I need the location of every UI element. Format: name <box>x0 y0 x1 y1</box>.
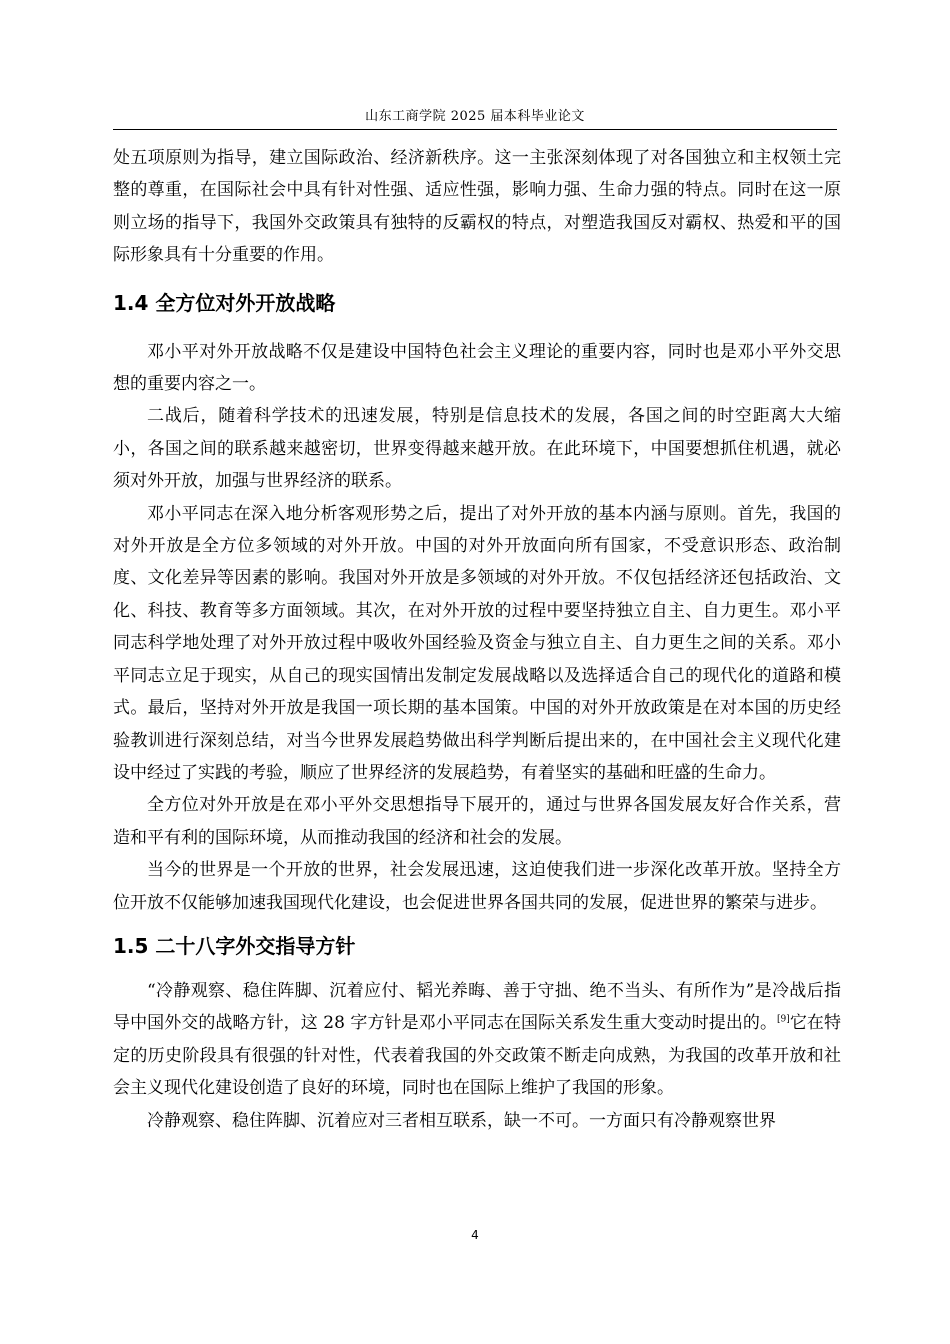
paragraph-continuation: 处五项原则为指导，建立国际政治、经济新秩序。这一主张深刻体现了对各国独立和主权领土完整的尊重，在国际社会中具有针对性强、适应性强，影响力强、生命力强的特点。同时在这一原则立场的指导下，我国外交政策具有独特的反霸权的特点，对塑造我国反对霸权、热爱和平的国际形象具有十分重要的作用。 <box>113 148 841 266</box>
citation-marker: [9] <box>777 1014 790 1025</box>
section-heading-1-5: 1.5 二十八字外交指导方针 <box>113 933 356 958</box>
paragraph-text: “冷静观察、稳住阵脚、沉着应付、韬光养晦、善于守拙、绝不当头、有所作为”是冷战后指导中国外交的战略方针，这 28 字方针是邓小平同志在国际关系发生重大变动时提出的。 <box>113 980 841 1034</box>
paragraph: 全方位对外开放是在邓小平外交思想指导下展开的，通过与世界各国发展友好合作关系，营造和平有利的国际环境，从而推动我国的经济和社会的发展。 <box>113 795 841 848</box>
paragraph: 当今的世界是一个开放的世界，社会发展迅速，这迫使我们进一步深化改革开放。坚持全方位开放不仅能够加速我国现代化建设，也会促进世界各国共同的发展，促进世界的繁荣与进步。 <box>113 860 841 913</box>
section-heading-1-4: 1.4 全方位对外开放战略 <box>113 290 336 315</box>
running-header: 山东工商学院 2025 届本科毕业论文 <box>365 109 585 124</box>
paragraph-text: 它在特定的历史阶段具有很强的针对性，代表着我国的外交政策不断走向成熟，为我国的改革开放和社会主义现代化建设创造了良好的环境，同时也在国际上维护了我国的形象。 <box>113 1013 841 1099</box>
page-number: 4 <box>471 1228 479 1242</box>
paragraph-with-citation <box>113 975 841 1105</box>
document-body <box>113 142 841 1137</box>
paragraph: 二战后，随着科学技术的迅速发展，特别是信息技术的发展，各国之间的时空距离大大缩小，各国之间的联系越来越密切，世界变得越来越开放。在此环境下，中国要想抓住机遇，就必须对外开放，加强与世界经济的联系。 <box>113 406 841 492</box>
paragraph: 邓小平同志在深入地分析客观形势之后，提出了对外开放的基本内涵与原则。首先，我国的对外开放是全方位多领域的对外开放。中国的对外开放面向所有国家，不受意识形态、政治制度、文化差异等因素的影响。我国对外开放是多领域的对外开放。不仅包括经济还包括政治、文化、科技、教育等多方面领域。其次，在对外开放的过程中要坚持独立自主、自力更生。邓小平同志科学地处理了对外开放过程中吸收外国经验及资金与独立自主、自力更生之间的关系。邓小平同志立足于现实，从自己的现实国情出发制定发展战略以及选择适合自己的现代化的道路和模式。最后，坚持对外开放是我国一项长期的基本国策。中国的对外开放政策是在对本国的历史经验教训进行深刻总结，对当今世界发展趋势做出科学判断后提出来的，在中国社会主义现代化建设中经过了实践的考验，顺应了世界经济的发展趋势，有着坚实的基础和旺盛的生命力。 <box>113 503 841 783</box>
paragraph: 邓小平对外开放战略不仅是建设中国特色社会主义理论的重要内容，同时也是邓小平外交思想的重要内容之一。 <box>113 341 841 395</box>
header-rule <box>113 129 837 130</box>
paragraph: 冷静观察、稳住阵脚、沉着应对三者相互联系，缺一不可。一方面只有冷静观察世界 <box>147 1110 776 1131</box>
